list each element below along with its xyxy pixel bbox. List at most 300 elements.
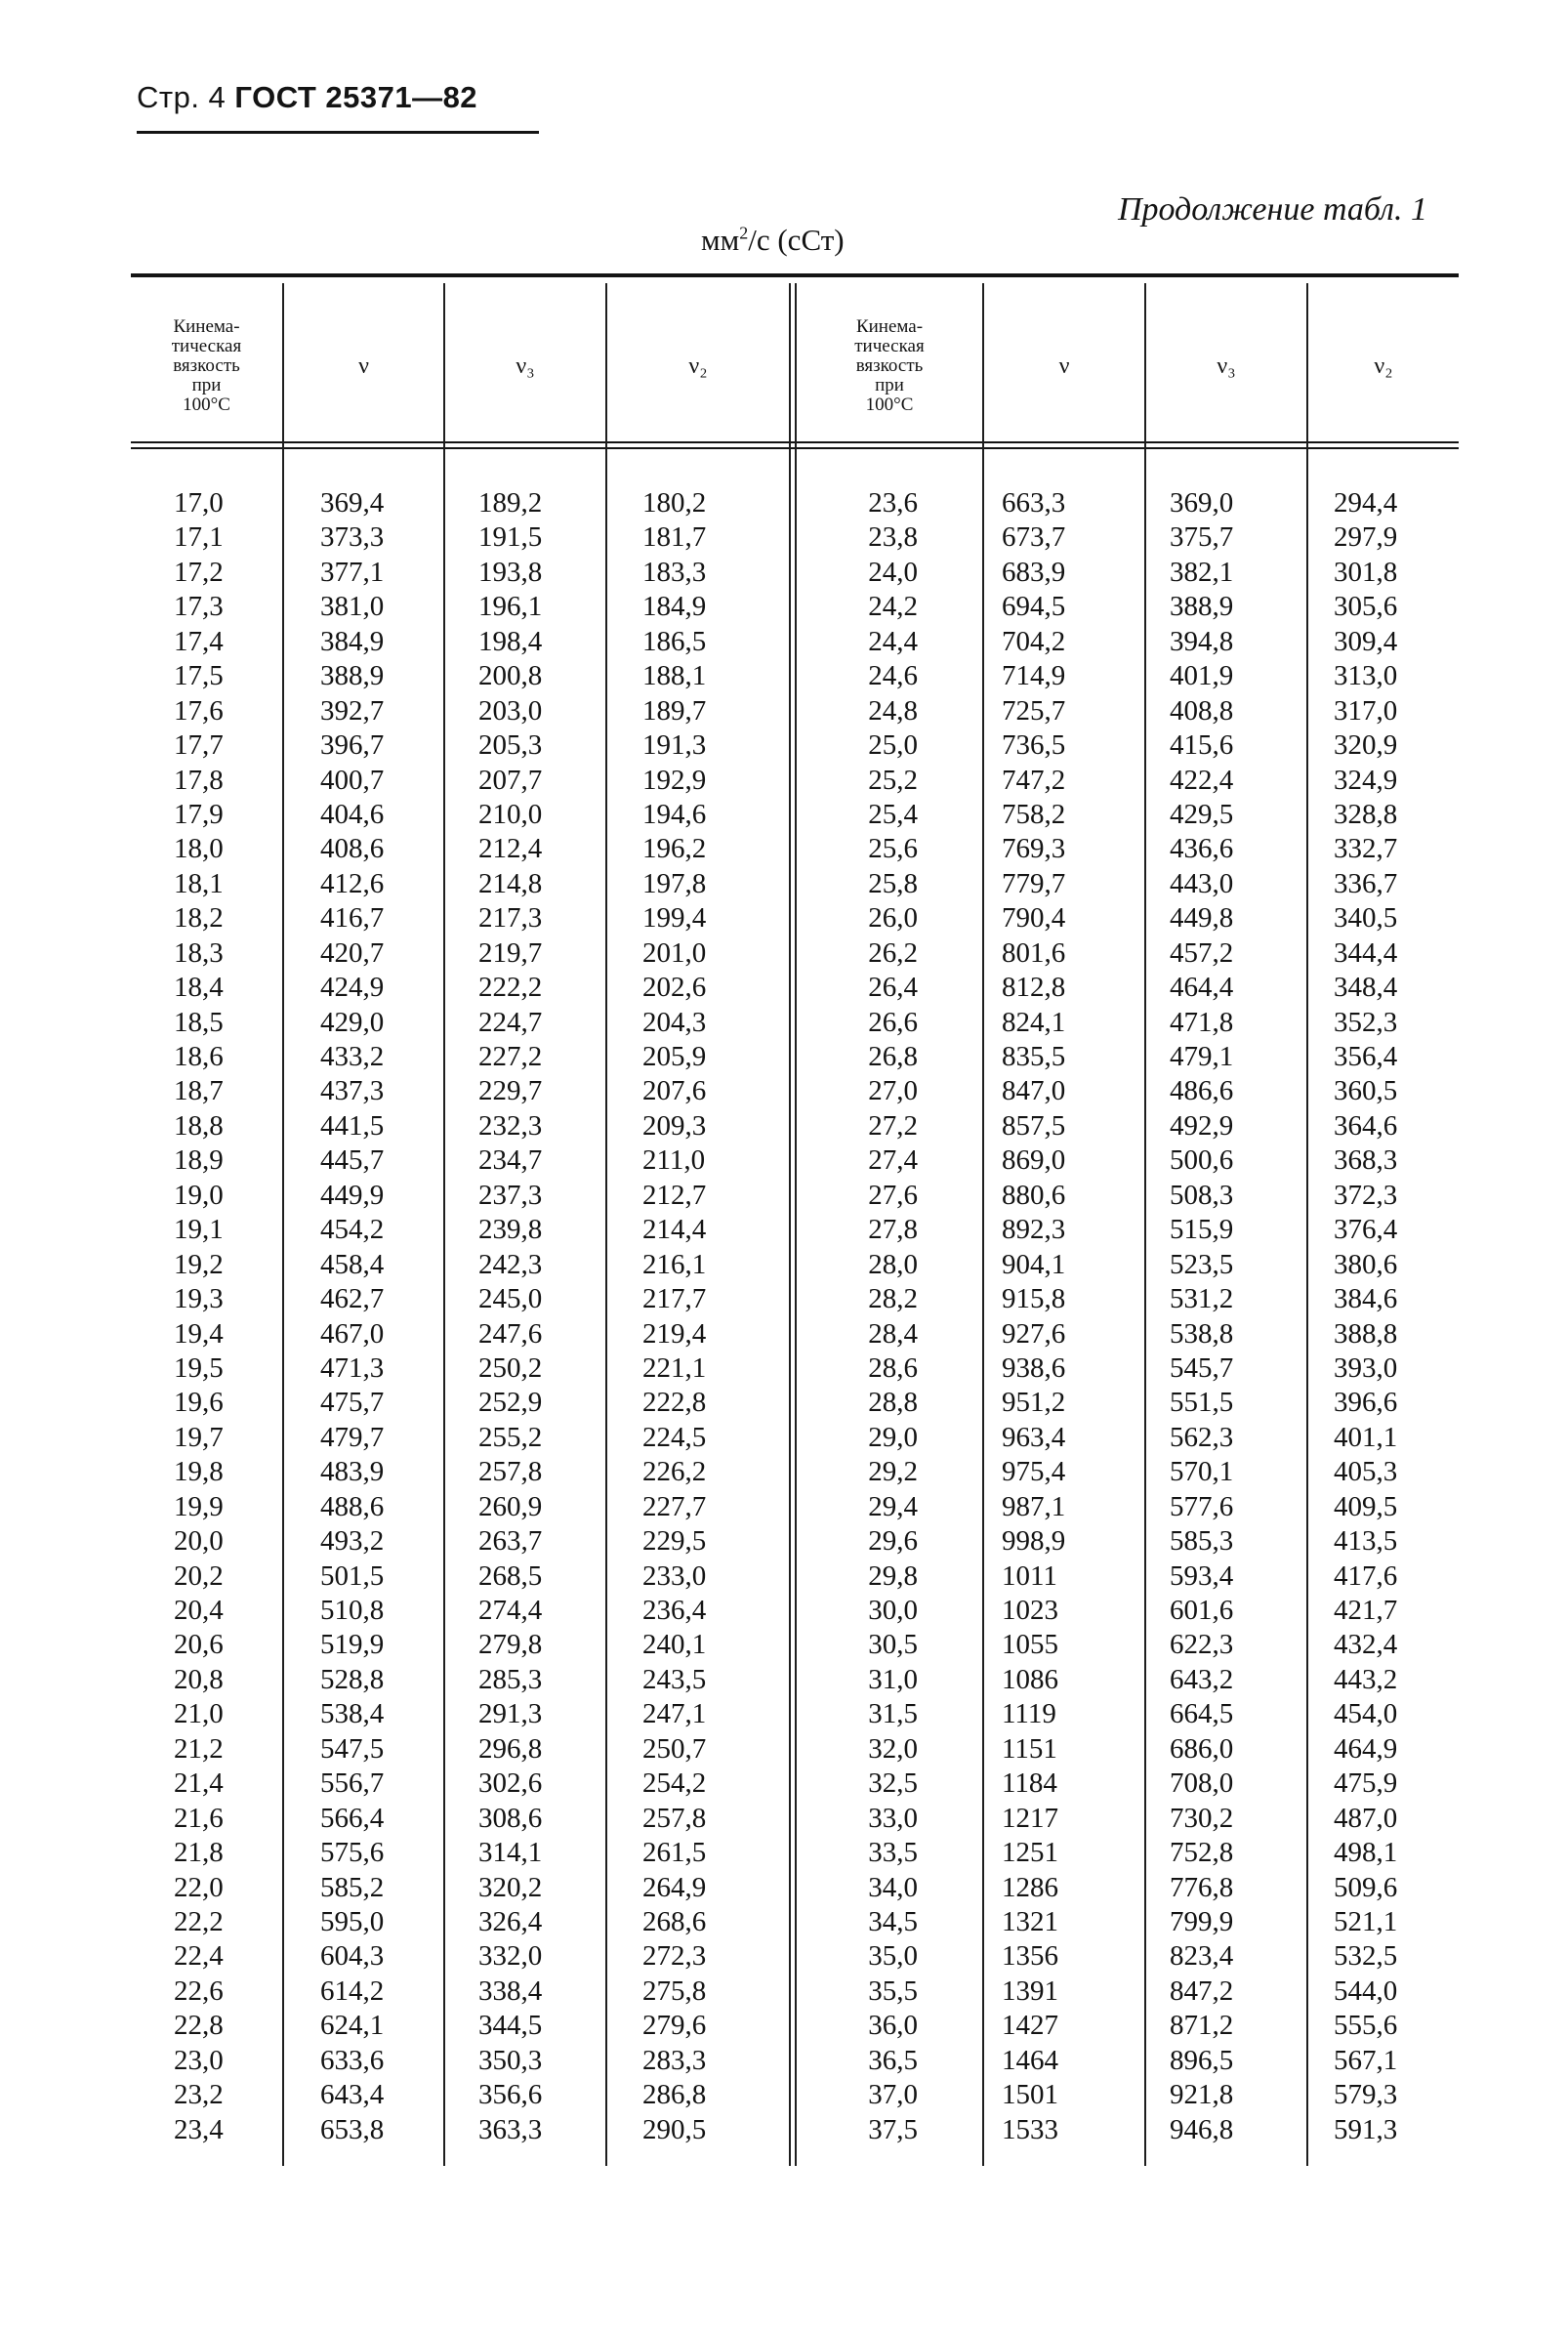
table-cell: 871,2	[1170, 2010, 1234, 2042]
table-cell: 302,6	[478, 1767, 543, 1800]
table-cell: 184,9	[642, 591, 707, 623]
table-cell: 242,3	[478, 1248, 543, 1280]
table-cell: 320,2	[478, 1871, 543, 1903]
table-cell: 193,8	[478, 556, 543, 588]
table-cell: 415,6	[1170, 729, 1234, 762]
table-cell: 432,4	[1334, 1629, 1398, 1661]
table-cell: 392,7	[320, 694, 385, 727]
table-cell: 31,5	[868, 1698, 918, 1730]
table-cell: 255,2	[478, 1421, 543, 1453]
column-divider	[605, 283, 607, 2166]
table-cell: 221,1	[642, 1351, 707, 1384]
table-cell: 487,0	[1334, 1802, 1398, 1834]
table-cell: 443,2	[1334, 1663, 1398, 1695]
table-cell: 217,3	[478, 902, 543, 935]
table-cell: 555,6	[1334, 2010, 1398, 2042]
table-cell: 29,2	[868, 1456, 918, 1488]
table-cell: 17,5	[174, 660, 224, 692]
table-cell: 579,3	[1334, 2079, 1398, 2111]
table-cell: 332,0	[478, 1940, 543, 1973]
table-cell: 664,5	[1170, 1698, 1234, 1730]
table-cell: 274,4	[478, 1595, 543, 1626]
table-cell: 28,2	[868, 1283, 918, 1315]
table-cell: 570,1	[1170, 1456, 1234, 1488]
table-cell: 222,8	[642, 1387, 707, 1419]
table-cell: 19,1	[174, 1214, 224, 1246]
table-cell: 1356	[1002, 1940, 1058, 1973]
table-cell: 336,7	[1334, 867, 1398, 899]
table-cell: 577,6	[1170, 1490, 1234, 1522]
column-v3-right	[1170, 486, 1287, 2147]
table-cell: 1086	[1002, 1663, 1058, 1695]
table-cell: 556,7	[320, 1767, 385, 1800]
table-cell: 290,5	[642, 2113, 707, 2145]
table-cell: 28,6	[868, 1351, 918, 1384]
table-cell: 29,6	[868, 1525, 918, 1558]
table-cell: 201,0	[642, 936, 707, 969]
table-cell: 835,5	[1002, 1041, 1066, 1072]
table-cell: 19,3	[174, 1283, 224, 1315]
table-cell: 30,0	[868, 1595, 918, 1626]
table-cell: 593,4	[1170, 1559, 1234, 1592]
table-cell: 222,2	[478, 972, 543, 1004]
table-cell: 219,7	[478, 936, 543, 969]
table-cell: 32,5	[868, 1767, 918, 1800]
table-cell: 566,4	[320, 1802, 385, 1834]
table-cell: 183,3	[642, 556, 707, 588]
page-header	[137, 80, 477, 115]
table-cell: 633,6	[320, 2044, 385, 2076]
table-cell: 17,3	[174, 591, 224, 623]
table-cell: 250,7	[642, 1732, 707, 1765]
table-cell: 229,7	[478, 1075, 543, 1107]
table-cell: 708,0	[1170, 1767, 1234, 1800]
table-cell: 413,5	[1334, 1525, 1398, 1558]
table-cell: 824,1	[1002, 1006, 1066, 1038]
table-cell: 441,5	[320, 1109, 385, 1142]
standard-number: ГОСТ 25371—82	[234, 80, 478, 114]
table-cell: 26,0	[868, 902, 918, 935]
table-cell: 279,6	[642, 2010, 707, 2042]
table-cell: 396,6	[1334, 1387, 1398, 1419]
table-cell: 892,3	[1002, 1214, 1066, 1246]
table-cell: 18,5	[174, 1006, 224, 1038]
table-cell: 34,5	[868, 1905, 918, 1937]
table-cell: 857,5	[1002, 1109, 1066, 1142]
table-cell: 261,5	[642, 1837, 707, 1869]
table-cell: 987,1	[1002, 1490, 1066, 1522]
table-cell: 23,8	[868, 521, 918, 554]
table-cell: 21,4	[174, 1767, 224, 1800]
table-cell: 412,6	[320, 867, 385, 899]
table-cell: 37,5	[868, 2113, 918, 2145]
table-cell: 18,7	[174, 1075, 224, 1107]
table-cell: 1023	[1002, 1595, 1058, 1626]
table-cell: 211,0	[642, 1144, 706, 1177]
table-cell: 19,6	[174, 1387, 224, 1419]
table-cell: 1321	[1002, 1905, 1058, 1937]
table-cell: 938,6	[1002, 1351, 1066, 1384]
table-cell: 562,3	[1170, 1421, 1234, 1453]
table-cell: 268,5	[478, 1559, 543, 1592]
table-cell: 19,2	[174, 1248, 224, 1280]
table-cell: 388,8	[1334, 1317, 1398, 1350]
table-cell: 736,5	[1002, 729, 1066, 762]
table-cell: 449,8	[1170, 902, 1234, 935]
table-cell: 203,0	[478, 694, 543, 727]
table-cell: 1011	[1002, 1559, 1057, 1592]
header-v3-right: ν₃	[1217, 353, 1236, 379]
table-cell: 25,0	[868, 729, 918, 762]
table-cell: 29,8	[868, 1559, 918, 1592]
table-cell: 23,0	[174, 2044, 224, 2076]
table-cell: 229,5	[642, 1525, 707, 1558]
table-cell: 758,2	[1002, 798, 1066, 830]
table-cell: 433,2	[320, 1041, 385, 1072]
table-cell: 544,0	[1334, 1975, 1398, 2007]
table-cell: 531,2	[1170, 1283, 1234, 1315]
table-cell: 192,9	[642, 764, 707, 796]
table-cell: 28,4	[868, 1317, 918, 1350]
page-number: Стр. 4	[137, 80, 227, 114]
table-cell: 396,7	[320, 729, 385, 762]
table-cell: 324,9	[1334, 764, 1398, 796]
table-cell: 20,8	[174, 1663, 224, 1695]
table-cell: 604,3	[320, 1940, 385, 1973]
table-cell: 25,6	[868, 833, 918, 865]
table-cell: 224,7	[478, 1006, 543, 1038]
table-cell: 22,6	[174, 1975, 224, 2007]
table-cell: 227,7	[642, 1490, 707, 1522]
table-cell: 393,0	[1334, 1351, 1398, 1384]
table-cell: 492,9	[1170, 1109, 1234, 1142]
table-cell: 301,8	[1334, 556, 1398, 588]
table-cell: 191,5	[478, 521, 543, 554]
column-kv-left	[174, 486, 271, 2147]
table-cell: 217,7	[642, 1283, 707, 1315]
table-cell: 1055	[1002, 1629, 1058, 1661]
table-cell: 486,6	[1170, 1075, 1234, 1107]
table-cell: 686,0	[1170, 1732, 1234, 1765]
table-cell: 730,2	[1170, 1802, 1234, 1834]
table-cell: 567,1	[1334, 2044, 1398, 2076]
header-kinematic-viscosity-left: Кинема- тическая вязкость при 100°С	[171, 316, 242, 415]
table-cell: 464,4	[1170, 972, 1234, 1004]
table-cell: 18,6	[174, 1041, 224, 1072]
table-cell: 20,0	[174, 1525, 224, 1558]
table-cell: 36,5	[868, 2044, 918, 2076]
table-cell: 515,9	[1170, 1214, 1234, 1246]
table-cell: 547,5	[320, 1732, 385, 1765]
table-cell: 20,2	[174, 1559, 224, 1592]
table-cell: 454,0	[1334, 1698, 1398, 1730]
header-v3: ν₃	[516, 353, 535, 379]
table-cell: 252,9	[478, 1387, 543, 1419]
table-cell: 436,6	[1170, 833, 1234, 865]
table-cell: 1501	[1002, 2079, 1058, 2111]
table-cell: 180,2	[642, 487, 707, 519]
table-cell: 523,5	[1170, 1248, 1234, 1280]
table-cell: 372,3	[1334, 1179, 1398, 1211]
table-cell: 663,3	[1002, 487, 1066, 519]
table-cell: 19,9	[174, 1490, 224, 1522]
table-cell: 462,7	[320, 1283, 385, 1315]
column-v3-left	[478, 486, 586, 2147]
table-cell: 408,8	[1170, 694, 1234, 727]
table-cell: 471,8	[1170, 1006, 1234, 1038]
table-cell: 1464	[1002, 2044, 1058, 2076]
table-cell: 189,7	[642, 694, 707, 727]
table-cell: 508,3	[1170, 1179, 1234, 1211]
table-cell: 226,2	[642, 1456, 707, 1488]
column-divider	[1144, 283, 1146, 2166]
table-cell: 34,0	[868, 1871, 918, 1903]
table-cell: 279,8	[478, 1629, 543, 1661]
table-cell: 24,6	[868, 660, 918, 692]
units-label: $мм^2/с$ (сСт)	[701, 223, 845, 257]
table-cell: 585,2	[320, 1871, 385, 1903]
column-v-left	[320, 486, 428, 2147]
table-cell: 1184	[1002, 1767, 1057, 1800]
table-cell: 212,4	[478, 833, 543, 865]
table-cell: 369,0	[1170, 487, 1234, 519]
table-cell: 18,1	[174, 867, 224, 899]
table-cell: 424,9	[320, 972, 385, 1004]
table-cell: 643,4	[320, 2079, 385, 2111]
column-divider	[443, 283, 445, 2166]
table-cell: 30,5	[868, 1629, 918, 1661]
table-cell: 200,8	[478, 660, 543, 692]
table-cell: 240,1	[642, 1629, 707, 1661]
table-cell: 369,4	[320, 487, 385, 519]
table-cell: 409,5	[1334, 1490, 1398, 1522]
table-cell: 29,0	[868, 1421, 918, 1453]
table-cell: 384,6	[1334, 1283, 1398, 1315]
table-cell: 449,9	[320, 1179, 385, 1211]
table-cell: 33,0	[868, 1802, 918, 1834]
table-cell: 388,9	[1170, 591, 1234, 623]
table-cell: 377,1	[320, 556, 385, 588]
table-cell: 23,2	[174, 2079, 224, 2111]
table-cell: 694,5	[1002, 591, 1066, 623]
table-cell: 27,2	[868, 1109, 918, 1142]
table-cell: 247,6	[478, 1317, 543, 1350]
table-cell: 585,3	[1170, 1525, 1234, 1558]
table-cell: 521,1	[1334, 1905, 1398, 1937]
table-cell: 19,8	[174, 1456, 224, 1488]
table-cell: 437,3	[320, 1075, 385, 1107]
table-cell: 408,6	[320, 833, 385, 865]
table-cell: 181,7	[642, 521, 707, 554]
table-cell: 24,8	[868, 694, 918, 727]
table-cell: 24,2	[868, 591, 918, 623]
table-cell: 25,8	[868, 867, 918, 899]
table-cell: 18,2	[174, 902, 224, 935]
table-cell: 254,2	[642, 1767, 707, 1800]
table-cell: 17,2	[174, 556, 224, 588]
table-cell: 493,2	[320, 1525, 385, 1558]
table-cell: 305,6	[1334, 591, 1398, 623]
table-cell: 308,6	[478, 1802, 543, 1834]
table-cell: 340,5	[1334, 902, 1398, 935]
table-cell: 538,8	[1170, 1317, 1234, 1350]
table-cell: 747,2	[1002, 764, 1066, 796]
table-cell: 191,3	[642, 729, 707, 762]
table-cell: 17,6	[174, 694, 224, 727]
header-v-right: ν	[1058, 353, 1070, 379]
table-cell: 17,7	[174, 729, 224, 762]
table-cell: 1151	[1002, 1732, 1057, 1765]
table-cell: 501,5	[320, 1559, 385, 1592]
table-cell: 869,0	[1002, 1144, 1066, 1177]
column-divider	[789, 283, 791, 2166]
table-cell: 188,1	[642, 660, 707, 692]
table-cell: 575,6	[320, 1837, 385, 1869]
table-cell: 31,0	[868, 1663, 918, 1695]
table-cell: 1391	[1002, 1975, 1058, 2007]
table-cell: 239,8	[478, 1214, 543, 1246]
table-cell: 776,8	[1170, 1871, 1234, 1903]
table-cell: 210,0	[478, 798, 543, 830]
table-cell: 458,4	[320, 1248, 385, 1280]
table-cell: 18,3	[174, 936, 224, 969]
table-cell: 384,9	[320, 625, 385, 657]
table-cell: 538,4	[320, 1698, 385, 1730]
table-cell: 375,7	[1170, 521, 1234, 554]
table-cell: 17,9	[174, 798, 224, 830]
table-cell: 471,3	[320, 1351, 385, 1384]
table-cell: 320,9	[1334, 729, 1398, 762]
table-cell: 896,5	[1170, 2044, 1234, 2076]
table-cell: 545,7	[1170, 1351, 1234, 1384]
table-cell: 445,7	[320, 1144, 385, 1177]
table-cell: 22,8	[174, 2010, 224, 2042]
table-cell: 205,9	[642, 1041, 707, 1072]
table-cell: 37,0	[868, 2079, 918, 2111]
table-cell: 551,5	[1170, 1387, 1234, 1419]
table-cell: 532,5	[1334, 1940, 1398, 1973]
table-cell: 921,8	[1170, 2079, 1234, 2111]
header-underline	[137, 131, 539, 134]
table-cell: 464,9	[1334, 1732, 1398, 1765]
table-cell: 769,3	[1002, 833, 1066, 865]
table-cell: 294,4	[1334, 487, 1398, 519]
table-cell: 317,0	[1334, 694, 1398, 727]
table-cell: 29,4	[868, 1490, 918, 1522]
header-kinematic-viscosity-right: Кинема- тическая вязкость при 100°С	[854, 316, 925, 415]
table-cell: 237,3	[478, 1179, 543, 1211]
table-cell: 498,1	[1334, 1837, 1398, 1869]
header-v: ν	[358, 353, 369, 379]
table-cell: 963,4	[1002, 1421, 1066, 1453]
table-cell: 268,6	[642, 1905, 707, 1937]
table-cell: 22,4	[174, 1940, 224, 1973]
column-divider	[282, 283, 284, 2166]
table-cell: 401,1	[1334, 1421, 1398, 1453]
table-cell: 704,2	[1002, 625, 1066, 657]
table-cell: 328,8	[1334, 798, 1398, 830]
table-cell: 197,8	[642, 867, 707, 899]
table-cell: 847,2	[1170, 1975, 1234, 2007]
table-cell: 509,6	[1334, 1871, 1398, 1903]
table-cell: 21,8	[174, 1837, 224, 1869]
table-cell: 26,8	[868, 1041, 918, 1072]
table-cell: 591,3	[1334, 2113, 1398, 2145]
table-cell: 21,6	[174, 1802, 224, 1834]
table-cell: 344,5	[478, 2010, 543, 2042]
table-cell: 429,0	[320, 1006, 385, 1038]
table-cell: 790,4	[1002, 902, 1066, 935]
table-cell: 475,9	[1334, 1767, 1398, 1800]
table-cell: 951,2	[1002, 1387, 1066, 1419]
table-caption: Продолжение табл. 1	[1117, 191, 1427, 228]
table-cell: 394,8	[1170, 625, 1234, 657]
table-cell: 454,2	[320, 1214, 385, 1246]
column-divider-double	[795, 283, 797, 2166]
table-cell: 356,4	[1334, 1041, 1398, 1072]
table-cell: 975,4	[1002, 1456, 1066, 1488]
table-cell: 595,0	[320, 1905, 385, 1937]
table-cell: 286,8	[642, 2079, 707, 2111]
table-cell: 404,6	[320, 798, 385, 830]
header-v2-right: ν₂	[1374, 353, 1393, 379]
table-cell: 236,4	[642, 1595, 707, 1626]
table-cell: 33,5	[868, 1837, 918, 1869]
table-cell: 510,8	[320, 1595, 385, 1626]
table-cell: 19,7	[174, 1421, 224, 1453]
table-cell: 26,4	[868, 972, 918, 1004]
table-cell: 209,3	[642, 1109, 707, 1142]
table-cell: 19,0	[174, 1179, 224, 1211]
table-cell: 186,5	[642, 625, 707, 657]
table-cell: 272,3	[642, 1940, 707, 1973]
table-cell: 17,8	[174, 764, 224, 796]
table-cell: 405,3	[1334, 1456, 1398, 1488]
table-cell: 400,7	[320, 764, 385, 796]
table-cell: 356,6	[478, 2079, 543, 2111]
table-cell: 417,6	[1334, 1559, 1398, 1592]
table-cell: 752,8	[1170, 1837, 1234, 1869]
table-cell: 373,3	[320, 521, 385, 554]
table-cell: 1427	[1002, 2010, 1058, 2042]
table-cell: 624,1	[320, 2010, 385, 2042]
column-v-right	[1002, 486, 1129, 2147]
table-cell: 35,5	[868, 1975, 918, 2007]
table-cell: 224,5	[642, 1421, 707, 1453]
table-cell: 500,6	[1170, 1144, 1234, 1177]
table-cell: 27,4	[868, 1144, 918, 1177]
table-cell: 443,0	[1170, 867, 1234, 899]
table-cell: 199,4	[642, 902, 707, 935]
table-cell: 479,1	[1170, 1041, 1234, 1072]
table-cell: 420,7	[320, 936, 385, 969]
table-cell: 946,8	[1170, 2113, 1234, 2145]
table-cell: 483,9	[320, 1456, 385, 1488]
table-cell: 243,5	[642, 1663, 707, 1695]
table-cell: 614,2	[320, 1975, 385, 2007]
table-cell: 376,4	[1334, 1214, 1398, 1246]
table-cell: 363,3	[478, 2113, 543, 2145]
table-cell: 207,6	[642, 1075, 707, 1107]
table-cell: 297,9	[1334, 521, 1398, 554]
table-cell: 779,7	[1002, 867, 1066, 899]
table-cell: 202,6	[642, 972, 707, 1004]
table-cell: 196,1	[478, 591, 543, 623]
table-cell: 1251	[1002, 1837, 1058, 1869]
table-cell: 25,2	[868, 764, 918, 796]
table-cell: 348,4	[1334, 972, 1398, 1004]
table-cell: 344,4	[1334, 936, 1398, 969]
